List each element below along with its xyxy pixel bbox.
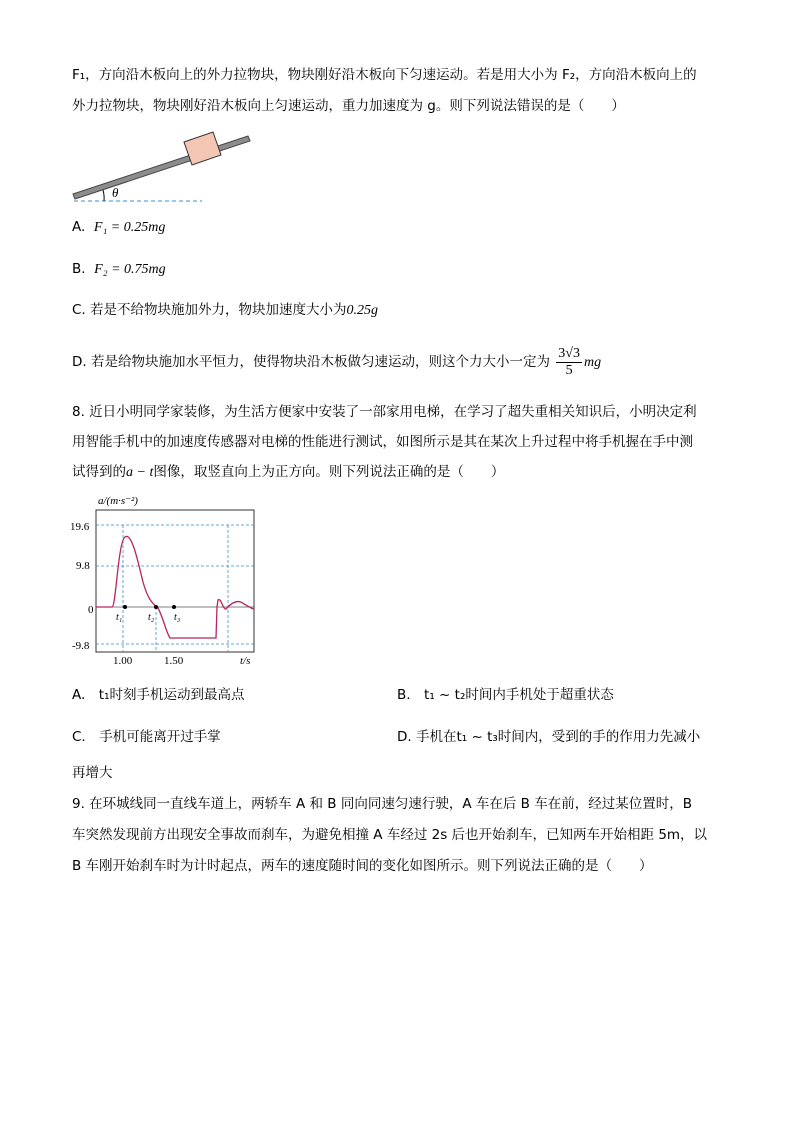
q8-option-a: A. t₁时刻手机运动到最高点 (72, 687, 245, 703)
q7-option-c: C. 若是不给物块施加外力，物块加速度大小为0.25g (72, 302, 379, 318)
x-tick-1-50: 1.50 (164, 655, 184, 667)
q7-option-a: A. F₁ = 0.25mg (72, 219, 166, 235)
x-tick-1-00: 1.00 (113, 655, 133, 667)
q7-option-d: D. 若是给物块施加水平恒力，使得物块沿木板做匀速运动，则这个力大小一定为 $\frac{3√3}{5}$ mg (72, 345, 602, 378)
t1-label: t₁ (116, 612, 123, 623)
acceleration-time-graph (68, 492, 268, 667)
q9-stem-line2: 车突然发现前方出现安全事故而刹车，为避免相撞 A 车经过 2s 后也开始刹车，已知两车开始相距 5m，以 (72, 827, 708, 843)
t3-label: t₃ (174, 612, 181, 623)
x-axis-label: t/s (240, 655, 251, 667)
y-tick-neg-9-8: -9.8 (72, 640, 90, 652)
q7-stem-line1: F₁，方向沿木板向上的外力拉物块，物块刚好沿木板向下匀速运动。若是用大小为 F₂，方向沿木板向上的 (72, 67, 697, 83)
q8-stem-line1: 8. 近日小明同学家装修，为生活方便家中安装了一部家用电梯，在学习了超失重相关知识后，小明决定利 (72, 404, 697, 420)
q8-stem-line2: 用智能手机中的加速度传感器对电梯的性能进行测试，如图所示是其在某次上升过程中将手机握在手中测 (72, 434, 693, 450)
y-tick-9-8: 9.8 (76, 560, 90, 572)
q7-stem-line2: 外力拉物块，物块刚好沿木板向上匀速运动，重力加速度为 g。则下列说法错误的是（ ） (72, 98, 625, 114)
q8-option-c: C. 手机可能离开过手掌 (72, 729, 221, 745)
angle-label: θ (112, 185, 119, 200)
y-tick-19-6: 19.6 (70, 521, 90, 533)
incline-figure (70, 128, 255, 208)
t2-label: t₂ (148, 612, 155, 623)
q7-option-b: B. F₂ = 0.75mg (72, 261, 166, 277)
q8-option-d: D. 手机在t₁ ~ t₃时间内，受到的手的作用力先减小 (397, 729, 701, 745)
fraction: $\frac{3√3}{5}$ (558, 345, 580, 378)
q9-stem-line3: B 车刚开始刹车时为计时起点，两车的速度随时间的变化如图所示。则下列说法正确的是（ ） (72, 858, 653, 874)
y-axis-label: a/(m·s⁻²) (98, 495, 138, 507)
q8-stem-line3: 试得到的a − t图像，取竖直向上为正方向。则下列说法正确的是（ ） (72, 464, 505, 480)
q8-option-b: B. t₁ ~ t₂时间内手机处于超重状态 (397, 687, 614, 703)
y-tick-0: 0 (88, 604, 94, 616)
q8-option-d-continued: 再增大 (72, 765, 113, 781)
q9-stem-line1: 9. 在环城线同一直线车道上，两轿车 A 和 B 同向同速匀速行驶，A 车在后 B 车在前，经过某位置时，B (72, 796, 692, 812)
